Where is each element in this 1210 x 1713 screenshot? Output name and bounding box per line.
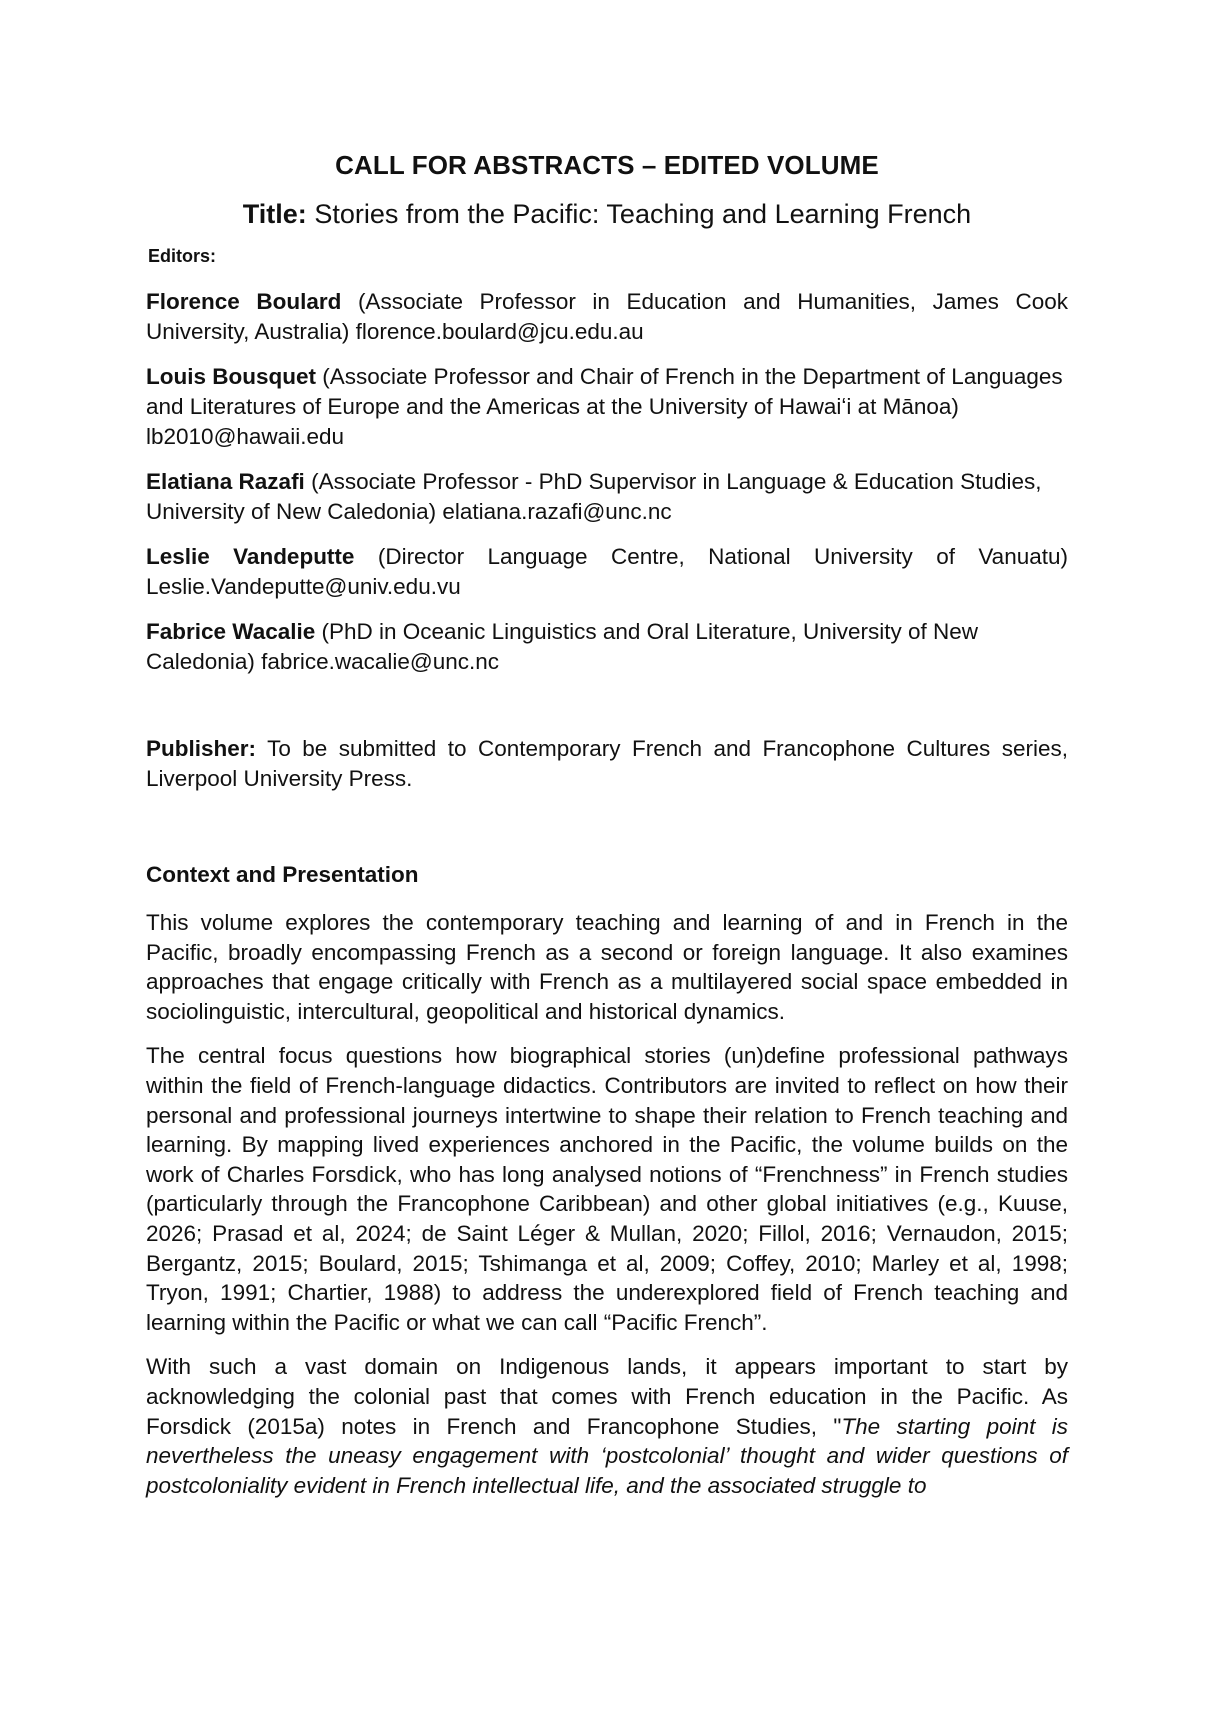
editor-entry [146,617,1068,677]
editor-details: (Associate Professor and Chair of French in the Department of Languages and Literatures of Europe and the Americas at the University of Hawaiʻi at Mānoa) lb2010@hawaii.edu [146,364,1063,449]
paragraph: The central focus questions how biographical stories (un)define professional pathways within the field of French-language didactics. Contributors are invited to reflect on how their personal and professional journeys intertwine to shape their relation to French teaching and learning. By mapping lived experiences anchored in the Pacific, the volume builds on the work of Charles Forsdick, who has long analysed notions of “Frenchness” in French studies (particularly through the Francophone Caribbean) and other global initiatives (e.g., Kuuse, 2026; Prasad et al, 2024; de Saint Léger & Mullan, 2020; Fillol, 2016; Vernaudon, 2015; Bergantz, 2015; Boulard, 2015; Tshimanga et al, 2009; Coffey, 2010; Marley et al, 1998; Tryon, 1991; Chartier, 1988) to address the underexplored field of French teaching and learning within the Pacific or what we can call “Pacific French”. [146,1043,1068,1335]
editor-details: (Director Language Centre, National University of Vanuatu) Leslie.Vandeputte@univ.edu.vu [146,544,1068,599]
publisher-info [146,734,1068,794]
editors-label: Editors: [148,246,217,266]
editor-entry [146,542,1068,602]
volume-title-label: Title: [242,199,307,229]
editor-name: Elatiana Razafi [146,469,305,494]
document-title: CALL FOR ABSTRACTS – EDITED VOLUME [335,150,879,180]
document-page [146,150,1068,1515]
publisher-text: To be submitted to Contemporary French and Francophone Cultures series, Liverpool University Press. [146,736,1068,791]
paragraph-text: With such a vast domain on Indigenous lands, it appears important to start by acknowledging the colonial past that comes with French education in the Pacific. As Forsdick (2015a) notes in French and Francophone Studies, " [146,1354,1068,1439]
editor-entry [146,287,1068,347]
editor-name: Florence Boulard [146,289,342,314]
paragraph [146,1352,1068,1500]
volume-title-text: Stories from the Pacific: Teaching and Learning French [314,199,972,229]
paragraph: This volume explores the contemporary teaching and learning of and in French in the Pacific, broadly encompassing French as a second or foreign language. It also examines approaches that engage critically with French as a multilayered social space embedded in sociolinguistic, intercultural, geopolitical and historical dynamics. [146,910,1068,1024]
editor-name: Louis Bousquet [146,364,316,389]
section-heading: Context and Presentation [146,862,419,887]
editor-details: (PhD in Oceanic Linguistics and Oral Literature, University of New Caledonia) fabrice.wacalie@unc.nc [146,619,979,674]
editor-name: Leslie Vandeputte [146,544,355,569]
editor-entry [146,362,1068,452]
editor-details: (Associate Professor in Education and Humanities, James Cook University, Australia) florence.boulard@jcu.edu.au [146,289,1068,344]
volume-title [146,199,1068,230]
quotation: The starting point is nevertheless the uneasy engagement with ‘postcolonial’ thought and wider questions of postcoloniality evident in French intellectual life, and the associated struggle to [146,1413,1068,1498]
editor-name: Fabrice Wacalie [146,619,316,644]
editor-details: (Associate Professor - PhD Supervisor in Language & Education Studies, University of New Caledonia) elatiana.razafi@unc.nc [146,469,1042,524]
publisher-label: Publisher: [146,736,257,761]
editor-entry [146,467,1068,527]
